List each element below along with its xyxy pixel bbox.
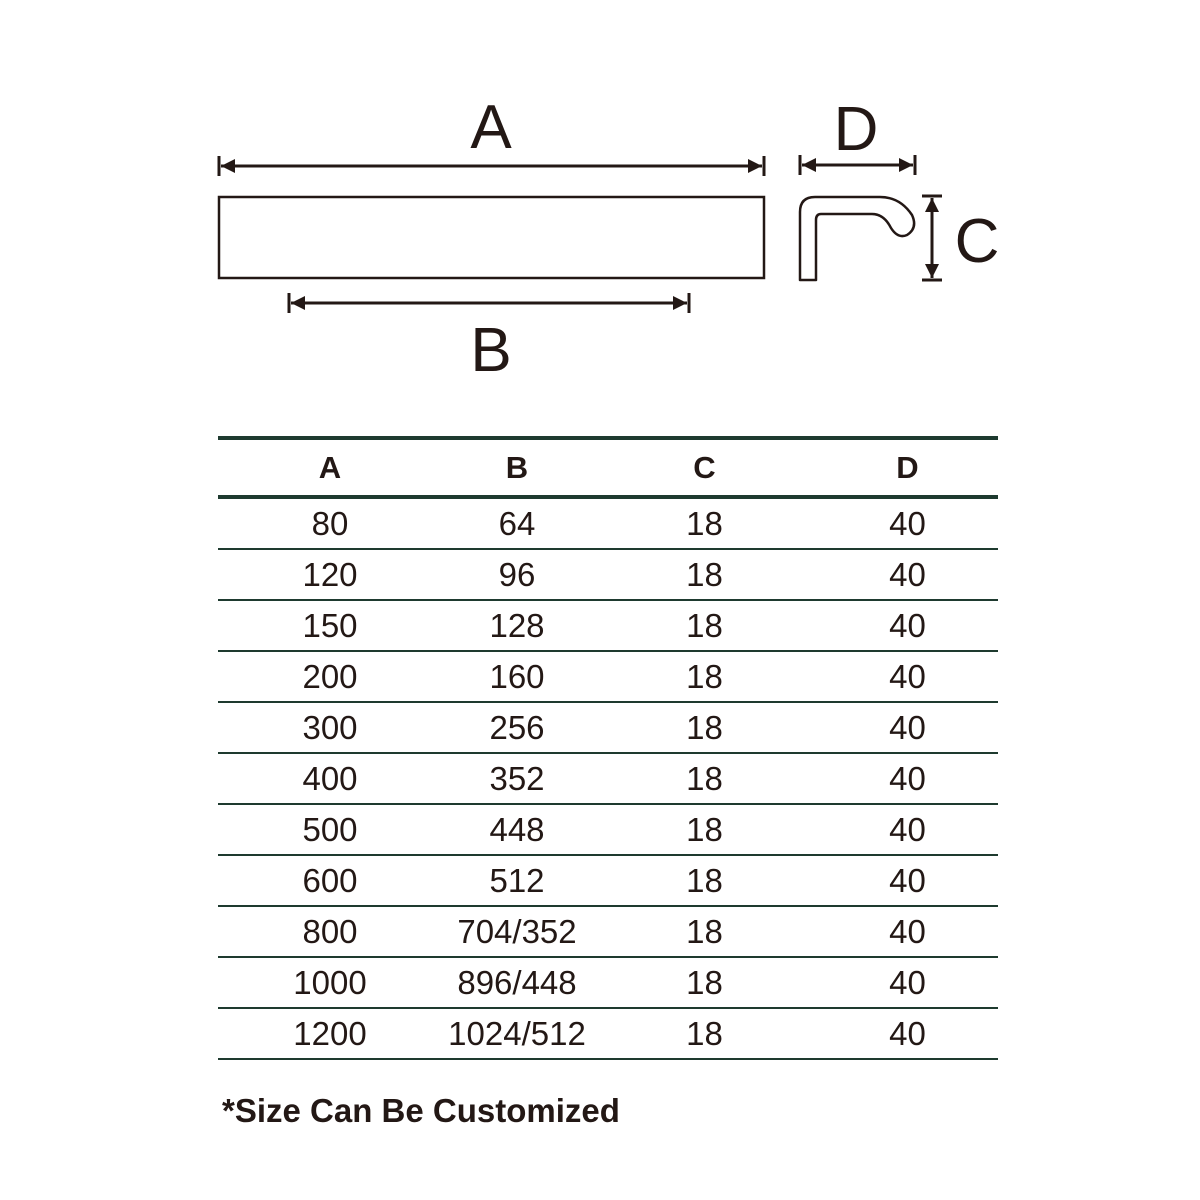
table-row	[218, 497, 998, 549]
table-cell-a: 120	[218, 549, 442, 600]
size-spec-table	[218, 436, 998, 1060]
table-cell-d: 40	[817, 804, 998, 855]
table-row	[218, 804, 998, 855]
table-cell-d: 40	[817, 1008, 998, 1059]
dimension-c-arrow	[922, 196, 942, 280]
table-row	[218, 855, 998, 906]
table-body	[218, 497, 998, 1059]
table-row	[218, 753, 998, 804]
dimension-c-label: C	[954, 207, 1000, 276]
table-row	[218, 702, 998, 753]
table-cell-c: 18	[592, 651, 817, 702]
handle-side-profile	[800, 197, 914, 280]
table-cell-b: 1024/512	[442, 1008, 592, 1059]
table-cell-d: 40	[817, 906, 998, 957]
table-cell-d: 40	[817, 651, 998, 702]
table-cell-b: 128	[442, 600, 592, 651]
header-c: C	[592, 438, 817, 497]
table-cell-b: 256	[442, 702, 592, 753]
table-cell-c: 18	[592, 957, 817, 1008]
table-cell-d: 40	[817, 600, 998, 651]
table-row	[218, 651, 998, 702]
table-cell-b: 64	[442, 497, 592, 549]
table-cell-b: 96	[442, 549, 592, 600]
handle-top-view	[219, 197, 764, 278]
table-cell-b: 160	[442, 651, 592, 702]
table-cell-b: 512	[442, 855, 592, 906]
table-cell-d: 40	[817, 855, 998, 906]
handle-dimension-diagram	[0, 0, 1200, 400]
customization-note: *Size Can Be Customized	[222, 1092, 620, 1129]
table-cell-a: 500	[218, 804, 442, 855]
table-header	[218, 438, 998, 497]
table-cell-c: 18	[592, 804, 817, 855]
table-cell-a: 800	[218, 906, 442, 957]
table-cell-d: 40	[817, 702, 998, 753]
table-cell-c: 18	[592, 1008, 817, 1059]
table-cell-b: 448	[442, 804, 592, 855]
table-cell-c: 18	[592, 702, 817, 753]
table-cell-c: 18	[592, 497, 817, 549]
table-cell-a: 400	[218, 753, 442, 804]
table-row	[218, 906, 998, 957]
table-cell-a: 150	[218, 600, 442, 651]
header-row	[218, 438, 998, 497]
table-cell-b: 896/448	[442, 957, 592, 1008]
table-cell-b: 704/352	[442, 906, 592, 957]
table-cell-a: 1200	[218, 1008, 442, 1059]
dimension-a-label: A	[470, 93, 512, 162]
table-cell-c: 18	[592, 549, 817, 600]
table-cell-a: 1000	[218, 957, 442, 1008]
table-cell-c: 18	[592, 906, 817, 957]
header-b: B	[442, 438, 592, 497]
table-row	[218, 600, 998, 651]
table-cell-c: 18	[592, 600, 817, 651]
table-cell-d: 40	[817, 753, 998, 804]
table-row	[218, 1008, 998, 1059]
table-cell-d: 40	[817, 957, 998, 1008]
table-cell-c: 18	[592, 855, 817, 906]
table-row	[218, 957, 998, 1008]
table-cell-c: 18	[592, 753, 817, 804]
header-a: A	[218, 438, 442, 497]
table-cell-b: 352	[442, 753, 592, 804]
table-cell-a: 200	[218, 651, 442, 702]
table-cell-a: 300	[218, 702, 442, 753]
table-cell-d: 40	[817, 549, 998, 600]
dimension-b-arrow	[289, 293, 689, 313]
header-d: D	[817, 438, 998, 497]
table-row	[218, 549, 998, 600]
dimension-d-label: D	[833, 95, 879, 164]
dimension-b-label: B	[470, 316, 512, 385]
table-cell-a: 80	[218, 497, 442, 549]
table-cell-d: 40	[817, 497, 998, 549]
table-cell-a: 600	[218, 855, 442, 906]
